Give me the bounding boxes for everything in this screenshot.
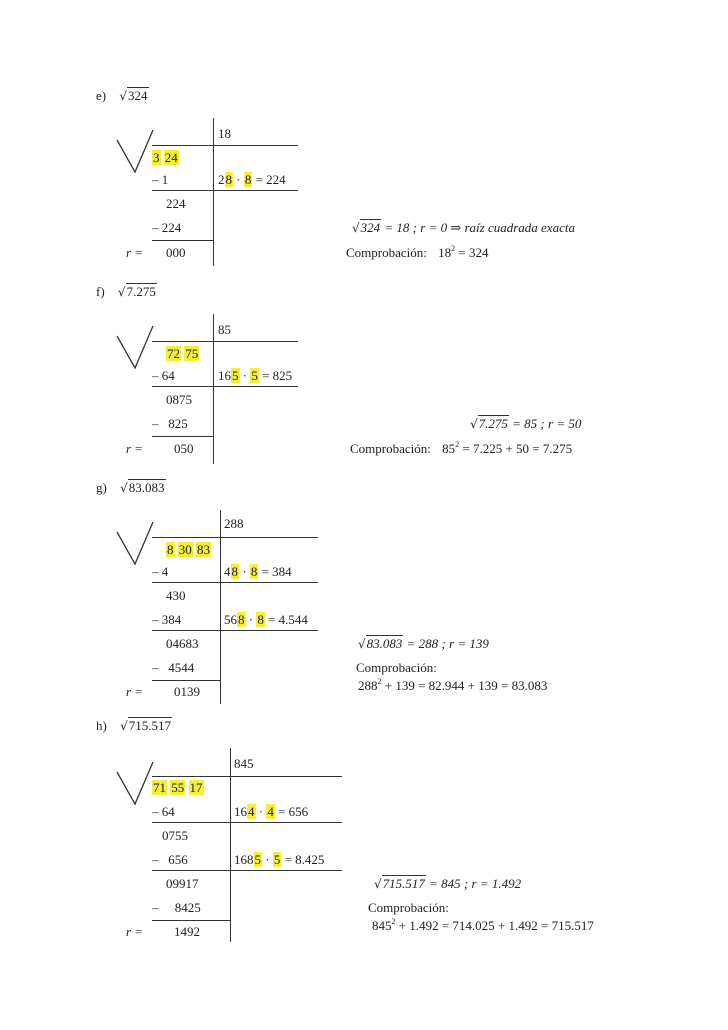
- check-result: = 7.225 + 50 = 7.275: [462, 441, 573, 456]
- radicand-groups: [166, 346, 199, 362]
- trial-result: = 224: [252, 172, 286, 187]
- trial-digit: 8: [231, 564, 238, 579]
- times-sign: ·: [255, 804, 267, 819]
- digit-group: 75: [185, 346, 199, 361]
- trial-digit: 5: [273, 852, 281, 867]
- step-right: [234, 804, 308, 820]
- step-left: – 825: [152, 416, 188, 431]
- digit-group: 72: [167, 346, 180, 361]
- remainder-value: 0139: [174, 684, 200, 699]
- r-label: r =: [126, 441, 144, 456]
- trial-result: = 8.425: [281, 852, 325, 867]
- radical-icon: √: [374, 877, 382, 891]
- trial-result: = 384: [258, 564, 292, 579]
- result-text: = 845 ; r = 1.492: [429, 876, 522, 891]
- header-radicand: 83.083: [128, 480, 165, 495]
- long-radical-icon: [115, 760, 155, 806]
- problem-header: [96, 718, 172, 734]
- times-sign: ·: [262, 852, 273, 867]
- trial-prefix: 16: [234, 804, 247, 819]
- check-exponent: 2: [391, 917, 396, 926]
- remainder-value: 1492: [174, 924, 200, 939]
- problem-label: h): [96, 718, 107, 733]
- step-left: 09917: [166, 876, 199, 891]
- digit-group: 55: [171, 780, 185, 795]
- result-radicand: 715.517: [382, 876, 425, 891]
- problem-header: [96, 284, 157, 300]
- radical-icon: √: [120, 481, 128, 495]
- step-left: – 64: [152, 804, 175, 819]
- digit-group: 8: [167, 542, 174, 557]
- step-right: [218, 368, 292, 384]
- times-sign: ·: [239, 368, 251, 383]
- step-left: – 384: [152, 612, 182, 627]
- result-line: [352, 220, 575, 236]
- header-radicand: 7.275: [126, 284, 156, 299]
- trial-digit: 8: [244, 172, 252, 187]
- step-left: – 4: [152, 564, 169, 579]
- step-left: 04683: [166, 636, 199, 651]
- header-radicand: 715.517: [128, 718, 171, 733]
- check-exponent: 2: [451, 244, 456, 253]
- remainder-label: [126, 441, 143, 457]
- step-left: – 224: [152, 220, 182, 235]
- digit-group: 24: [164, 150, 178, 165]
- check-line: [350, 441, 572, 457]
- long-radical-icon: [115, 128, 155, 174]
- root-value: 845: [234, 756, 254, 771]
- step-left: 430: [166, 588, 186, 603]
- trial-prefix: 16: [218, 368, 231, 383]
- trial-result: = 4.544: [264, 612, 308, 627]
- step-right: [224, 612, 308, 628]
- radicand-groups: [152, 780, 204, 796]
- problem-label: g): [96, 480, 107, 495]
- trial-digit: 8: [257, 612, 264, 627]
- remainder-value: 050: [174, 441, 194, 456]
- result-line: [470, 416, 581, 432]
- trial-digit: 5: [254, 852, 261, 867]
- check-base: 845: [372, 918, 392, 933]
- trial-digit: 8: [250, 564, 258, 579]
- remainder-value: 000: [166, 245, 186, 260]
- trial-digit: 8: [225, 172, 232, 187]
- check-label: Comprobación:: [368, 900, 449, 915]
- digit-group: 17: [189, 780, 203, 795]
- check-line: [346, 245, 488, 261]
- digit-group: 3: [153, 150, 160, 165]
- check-base: 85: [442, 441, 456, 456]
- trial-result: = 656: [274, 804, 309, 819]
- trial-digit: 5: [232, 368, 239, 383]
- digit-group: 71: [153, 780, 166, 795]
- result-line: [358, 636, 489, 652]
- step-right: [234, 852, 324, 868]
- result-text: = 288 ; r = 139: [406, 636, 489, 651]
- times-sign: ·: [233, 172, 244, 187]
- step-right: [218, 172, 286, 188]
- step-left: – 656: [152, 852, 188, 867]
- check-label: Comprobación:: [346, 245, 427, 260]
- long-radical-icon: [115, 520, 155, 566]
- r-label: r =: [126, 245, 144, 260]
- result-text: = 85 ; r = 50: [512, 416, 582, 431]
- step-left: – 8425: [152, 900, 201, 915]
- check-result: = 324: [458, 245, 489, 260]
- check-label: Comprobación:: [356, 660, 437, 675]
- trial-digit: 8: [238, 612, 245, 627]
- check-exponent: 2: [377, 677, 382, 686]
- step-left: – 1: [152, 172, 169, 187]
- problem-label: e): [96, 88, 107, 103]
- remainder-label: [126, 924, 143, 940]
- trial-prefix: 168: [234, 852, 254, 867]
- problem-header: [96, 88, 149, 104]
- trial-digit: 4: [248, 804, 255, 819]
- digit-group: 30: [178, 542, 192, 557]
- radicand-groups: [166, 542, 211, 558]
- result-radicand: 83.083: [366, 636, 403, 651]
- trial-prefix: 2: [218, 172, 225, 187]
- long-radical-icon: [115, 324, 155, 370]
- radical-icon: √: [352, 221, 360, 235]
- times-sign: ·: [245, 612, 257, 627]
- radicand-groups: [152, 150, 179, 166]
- step-left: 0755: [162, 828, 188, 843]
- trial-prefix: 56: [224, 612, 237, 627]
- header-radicand: 324: [128, 88, 148, 103]
- result-radicand: 324: [360, 220, 381, 235]
- problem-header: [96, 480, 166, 496]
- remainder-label: [126, 245, 143, 261]
- digit-group: 83: [197, 542, 210, 557]
- result-text: = 18 ; r = 0 ⇒ raíz cuadrada exacta: [384, 220, 575, 235]
- times-sign: ·: [239, 564, 250, 579]
- root-value: 85: [218, 322, 231, 337]
- radical-icon: √: [470, 417, 478, 431]
- radical-icon: √: [119, 89, 128, 103]
- radical-icon: √: [117, 285, 126, 299]
- remainder-label: [126, 684, 143, 700]
- check-line: [372, 918, 594, 934]
- radical-icon: √: [120, 719, 128, 733]
- check-result: + 1.492 = 714.025 + 1.492 = 715.517: [398, 918, 594, 933]
- trial-prefix: 4: [224, 564, 231, 579]
- check-label: Comprobación:: [350, 441, 431, 456]
- check-base: 18: [438, 245, 452, 260]
- problem-label: f): [96, 284, 105, 299]
- trial-result: = 825: [258, 368, 293, 383]
- r-label: r =: [126, 924, 144, 939]
- check-line: [358, 678, 547, 694]
- check-result: + 139 = 82.944 + 139 = 83.083: [384, 678, 548, 693]
- trial-digit: 4: [267, 804, 274, 819]
- step-left: 224: [166, 196, 186, 211]
- trial-digit: 5: [251, 368, 258, 383]
- step-left: – 4544: [152, 660, 195, 675]
- step-right: [224, 564, 292, 580]
- r-label: r =: [126, 684, 144, 699]
- step-left: – 64: [152, 368, 175, 383]
- step-left: 0875: [166, 392, 192, 407]
- result-radicand: 7.275: [478, 416, 508, 431]
- check-base: 288: [358, 678, 378, 693]
- radical-icon: √: [358, 637, 366, 651]
- result-line: [374, 876, 521, 892]
- root-value: 288: [224, 516, 244, 531]
- check-exponent: 2: [455, 440, 460, 449]
- root-value: 18: [218, 126, 231, 141]
